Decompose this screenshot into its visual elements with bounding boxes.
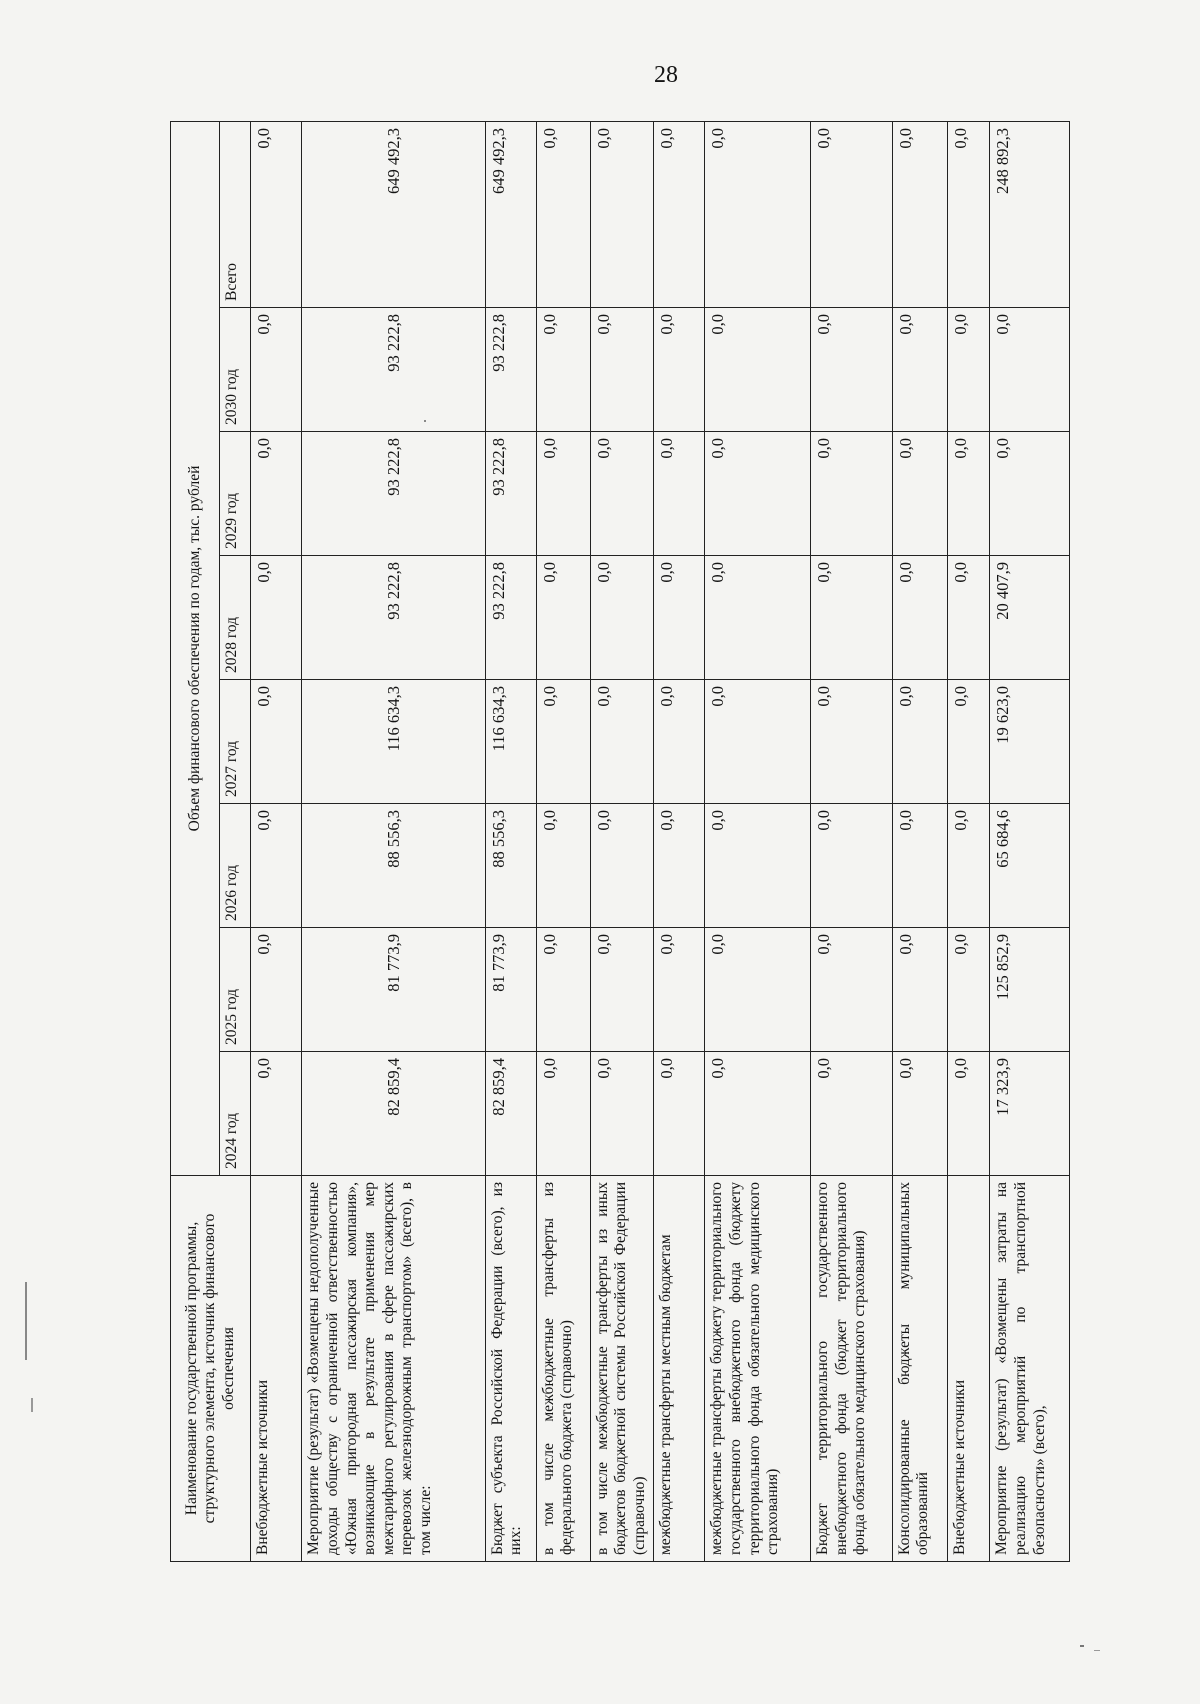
table-row xyxy=(536,122,590,1562)
header-year: 2029 год xyxy=(219,432,251,556)
row-value: 0,0 xyxy=(947,1052,990,1176)
row-value: 0,0 xyxy=(705,680,811,804)
rotated-table-wrapper xyxy=(170,122,1070,1562)
row-name: Мероприятие (результат) «Возмещены недополученные доходы обществу с ограниченной ответственностью «Южная пригородная пассажирская компания», возникающие в результате применения мер межтарифного регулирования в сфере пассажирских перевозок железнодорожным транспортом» (всего), в том числе: xyxy=(302,1176,485,1562)
scan-artifact xyxy=(1080,1645,1084,1647)
row-name: Внебюджетные источники xyxy=(947,1176,990,1562)
row-value: 0,0 xyxy=(892,308,947,432)
row-value: 82 859,4 xyxy=(485,1052,536,1176)
row-value: 0,0 xyxy=(990,308,1070,432)
row-value: 0,0 xyxy=(251,928,302,1052)
row-value: 0,0 xyxy=(947,804,990,928)
row-value: 116 634,3 xyxy=(485,680,536,804)
row-total: 0,0 xyxy=(654,122,705,308)
row-value: 0,0 xyxy=(590,308,654,432)
table-row xyxy=(590,122,654,1562)
row-value: 19 623,0 xyxy=(990,680,1070,804)
row-name: в том числе межбюджетные трансферты из федерального бюджета (справочно) xyxy=(536,1176,590,1562)
row-value: 0,0 xyxy=(654,432,705,556)
row-value: 0,0 xyxy=(811,308,892,432)
row-value: 93 222,8 xyxy=(485,556,536,680)
row-value: 0,0 xyxy=(251,556,302,680)
page-number: 28 xyxy=(654,62,678,88)
row-value: 20 407,9 xyxy=(990,556,1070,680)
header-year: 2027 год xyxy=(219,680,251,804)
row-total: 0,0 xyxy=(536,122,590,308)
header-year: 2024 год xyxy=(219,1052,251,1176)
row-value: 0,0 xyxy=(811,556,892,680)
row-value: 0,0 xyxy=(705,804,811,928)
header-financing-group: Объем финансового обеспечения по годам, тыс. рублей xyxy=(171,122,220,1176)
row-value: 0,0 xyxy=(892,804,947,928)
row-name: Внебюджетные источники xyxy=(251,1176,302,1562)
row-value: 0,0 xyxy=(654,680,705,804)
header-total: Всего xyxy=(219,122,251,308)
row-value: 0,0 xyxy=(536,556,590,680)
row-value: 88 556,3 xyxy=(485,804,536,928)
row-value: 0,0 xyxy=(892,1052,947,1176)
row-value: 116 634,3 xyxy=(302,680,485,804)
row-value: 0,0 xyxy=(947,432,990,556)
row-value: 0,0 xyxy=(990,432,1070,556)
row-name: межбюджетные трансферты местным бюджетам xyxy=(654,1176,705,1562)
row-value: 0,0 xyxy=(251,308,302,432)
financing-table xyxy=(170,121,1070,1562)
row-value: 0,0 xyxy=(251,1052,302,1176)
row-total: 649 492,3 xyxy=(485,122,536,308)
row-value: 0,0 xyxy=(811,928,892,1052)
row-value: 0,0 xyxy=(536,432,590,556)
row-value: 0,0 xyxy=(811,432,892,556)
row-value: 17 323,9 xyxy=(990,1052,1070,1176)
row-value: 93 222,8 xyxy=(485,432,536,556)
table-row xyxy=(302,122,485,1562)
row-value: 0,0 xyxy=(251,680,302,804)
row-total: 0,0 xyxy=(705,122,811,308)
row-value: 0,0 xyxy=(590,680,654,804)
table-row xyxy=(947,122,990,1562)
row-name: Бюджет субъекта Российской Федерации (всего), из них: xyxy=(485,1176,536,1562)
row-total: 649 492,3 xyxy=(302,122,485,308)
row-value: 0,0 xyxy=(654,556,705,680)
row-value: 0,0 xyxy=(251,804,302,928)
row-value: 65 684,6 xyxy=(990,804,1070,928)
row-name: Бюджет территориального государственного внебюджетного фонда (бюджет территориального фонда обязательного медицинского страхования) xyxy=(811,1176,892,1562)
row-value: 0,0 xyxy=(536,1052,590,1176)
row-value: 0,0 xyxy=(590,928,654,1052)
header-year: 2026 год xyxy=(219,804,251,928)
row-value: 0,0 xyxy=(811,680,892,804)
row-total: 248 892,3 xyxy=(990,122,1070,308)
row-value: 88 556,3 xyxy=(302,804,485,928)
table-row xyxy=(705,122,811,1562)
row-value: 0,0 xyxy=(705,556,811,680)
table-row xyxy=(990,122,1070,1562)
row-value: 0,0 xyxy=(811,1052,892,1176)
table-row xyxy=(251,122,302,1562)
table-row xyxy=(811,122,892,1562)
row-value: 0,0 xyxy=(947,308,990,432)
row-value: 93 222,8 xyxy=(302,556,485,680)
row-value: 0,0 xyxy=(536,928,590,1052)
row-value: 0,0 xyxy=(654,308,705,432)
header-year: 2030 год xyxy=(219,308,251,432)
row-value: 0,0 xyxy=(811,804,892,928)
row-value: 0,0 xyxy=(654,1052,705,1176)
row-value: 125 852,9 xyxy=(990,928,1070,1052)
table-row xyxy=(485,122,536,1562)
row-total: 0,0 xyxy=(892,122,947,308)
row-value: 0,0 xyxy=(705,308,811,432)
row-value: 0,0 xyxy=(251,432,302,556)
row-name: Мероприятие (результат) «Возмещены затраты на реализацию мероприятий по транспортной безопасности» (всего), xyxy=(990,1176,1070,1562)
row-value: 0,0 xyxy=(590,1052,654,1176)
row-name: в том числе межбюджетные трансферты из иных бюджетов бюджетной системы Российской Федерации (справочно) xyxy=(590,1176,654,1562)
row-value: 0,0 xyxy=(947,556,990,680)
row-value: 0,0 xyxy=(892,432,947,556)
row-value: 0,0 xyxy=(590,804,654,928)
row-total: 0,0 xyxy=(590,122,654,308)
row-value: 0,0 xyxy=(947,680,990,804)
row-value: 0,0 xyxy=(705,1052,811,1176)
scan-artifact xyxy=(1094,1650,1100,1651)
row-value: 81 773,9 xyxy=(485,928,536,1052)
row-value: 0,0 xyxy=(536,680,590,804)
header-year: 2025 год xyxy=(219,928,251,1052)
header-year: 2028 год xyxy=(219,556,251,680)
header-name-column: Наименование государственной программы, структурного элемента, источник финансового обеспечения xyxy=(171,1176,251,1562)
row-value: 0,0 xyxy=(705,432,811,556)
row-value: 0,0 xyxy=(705,928,811,1052)
row-total: 0,0 xyxy=(947,122,990,308)
scan-artifact xyxy=(31,1398,33,1412)
row-value: 0,0 xyxy=(536,308,590,432)
row-value: 93 222,8 xyxy=(485,308,536,432)
row-value: 0,0 xyxy=(892,928,947,1052)
row-value: 0,0 xyxy=(892,680,947,804)
table-row xyxy=(892,122,947,1562)
row-value: 82 859,4 xyxy=(302,1052,485,1176)
row-value: 93 222,8 xyxy=(302,432,485,556)
row-name: Консолидированные бюджеты муниципальных образований xyxy=(892,1176,947,1562)
row-value: 0,0 xyxy=(590,432,654,556)
row-value: 0,0 xyxy=(947,928,990,1052)
row-value: 93 222,8 xyxy=(302,308,485,432)
row-name: межбюджетные трансферты бюджету территориального государственного внебюджетного фонда (бюджету территориального фонда обязательного медицинского страхования) xyxy=(705,1176,811,1562)
row-value: 0,0 xyxy=(536,804,590,928)
row-value: 0,0 xyxy=(590,556,654,680)
table-row xyxy=(654,122,705,1562)
row-total: 0,0 xyxy=(811,122,892,308)
row-total: 0,0 xyxy=(251,122,302,308)
scan-artifact xyxy=(25,1282,27,1360)
row-value: 0,0 xyxy=(654,928,705,1052)
row-value: 81 773,9 xyxy=(302,928,485,1052)
row-value: 0,0 xyxy=(654,804,705,928)
row-value: 0,0 xyxy=(892,556,947,680)
